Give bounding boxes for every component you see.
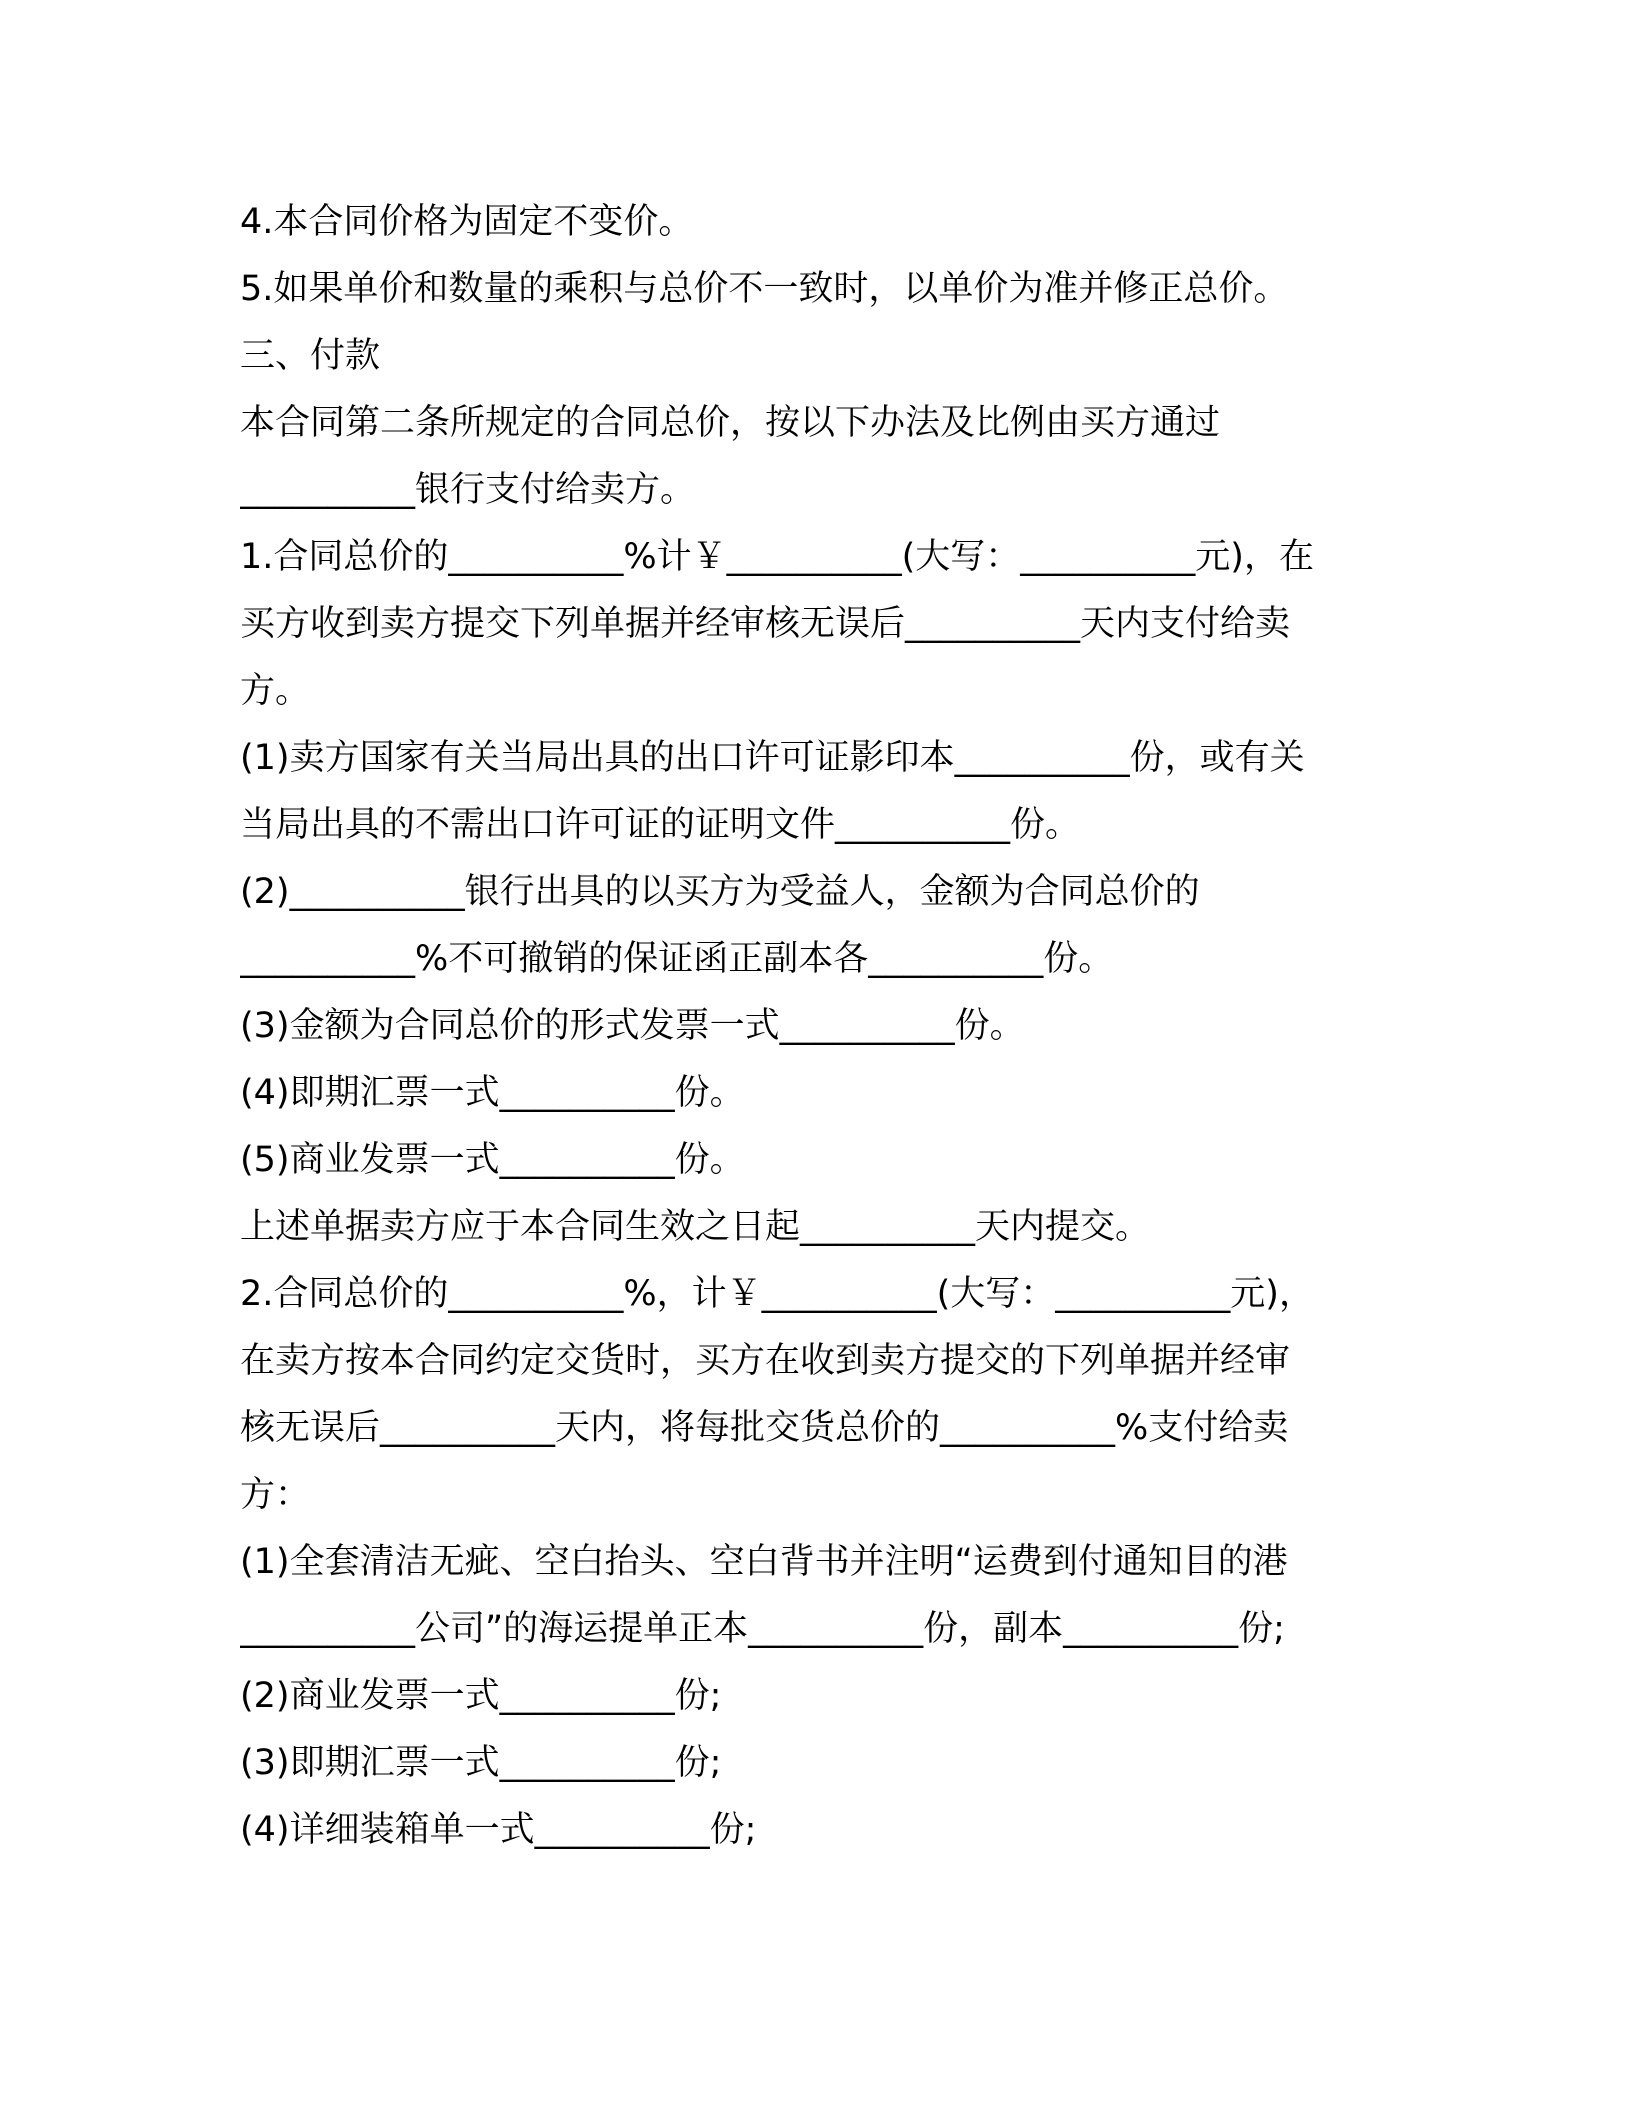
text-line: 4.本合同价格为固定不变价。 — [240, 202, 694, 242]
text-line: (1)卖方国家有关当局出具的出口许可证影印本__________份，或有关 — [240, 738, 1305, 778]
text-line: (4)即期汇票一式__________份。 — [240, 1073, 745, 1113]
text-line: (3)即期汇票一式__________份; — [240, 1743, 722, 1783]
text-line: __________公司”的海运提单正本__________份，副本__________份; — [240, 1609, 1285, 1649]
text-line: (4)详细装箱单一式__________份; — [240, 1810, 757, 1850]
text-line: (3)金额为合同总价的形式发票一式__________份。 — [240, 1006, 1025, 1046]
text-line: 买方收到卖方提交下列单据并经审核无误后__________天内支付给卖 — [240, 604, 1291, 644]
text-line: (1)全套清洁无疵、空白抬头、空白背书并注明“运费到付通知目的港 — [240, 1542, 1288, 1582]
text-line: (2)商业发票一式__________份; — [240, 1676, 722, 1716]
text-line: 方： — [240, 1475, 311, 1515]
section-heading: 三、付款 — [240, 336, 381, 376]
text-line: 2.合同总价的__________%，计￥__________(大写：__________元)， — [240, 1274, 1314, 1314]
text-line: __________%不可撤销的保证函正副本各__________份。 — [240, 939, 1114, 979]
text-line: 上述单据卖方应于本合同生效之日起__________天内提交。 — [240, 1207, 1151, 1247]
text-line: (5)商业发票一式__________份。 — [240, 1140, 745, 1180]
text-line: 核无误后__________天内，将每批交货总价的__________%支付给卖 — [240, 1408, 1289, 1448]
text-line: (2)__________银行出具的以买方为受益人，金额为合同总价的 — [240, 872, 1200, 912]
text-line: __________银行支付给卖方。 — [240, 470, 696, 510]
text-line: 本合同第二条所规定的合同总价，按以下办法及比例由买方通过 — [240, 403, 1221, 443]
text-line: 在卖方按本合同约定交货时，买方在收到卖方提交的下列单据并经审 — [240, 1341, 1291, 1381]
text-line: 5.如果单价和数量的乘积与总价不一致时，以单价为准并修正总价。 — [240, 269, 1289, 309]
text-line: 1.合同总价的__________%计￥__________(大写：__________元)，在 — [240, 537, 1314, 577]
text-line: 当局出具的不需出口许可证的证明文件__________份。 — [240, 805, 1081, 845]
text-line: 方。 — [240, 671, 311, 711]
document-body — [240, 189, 1400, 1864]
